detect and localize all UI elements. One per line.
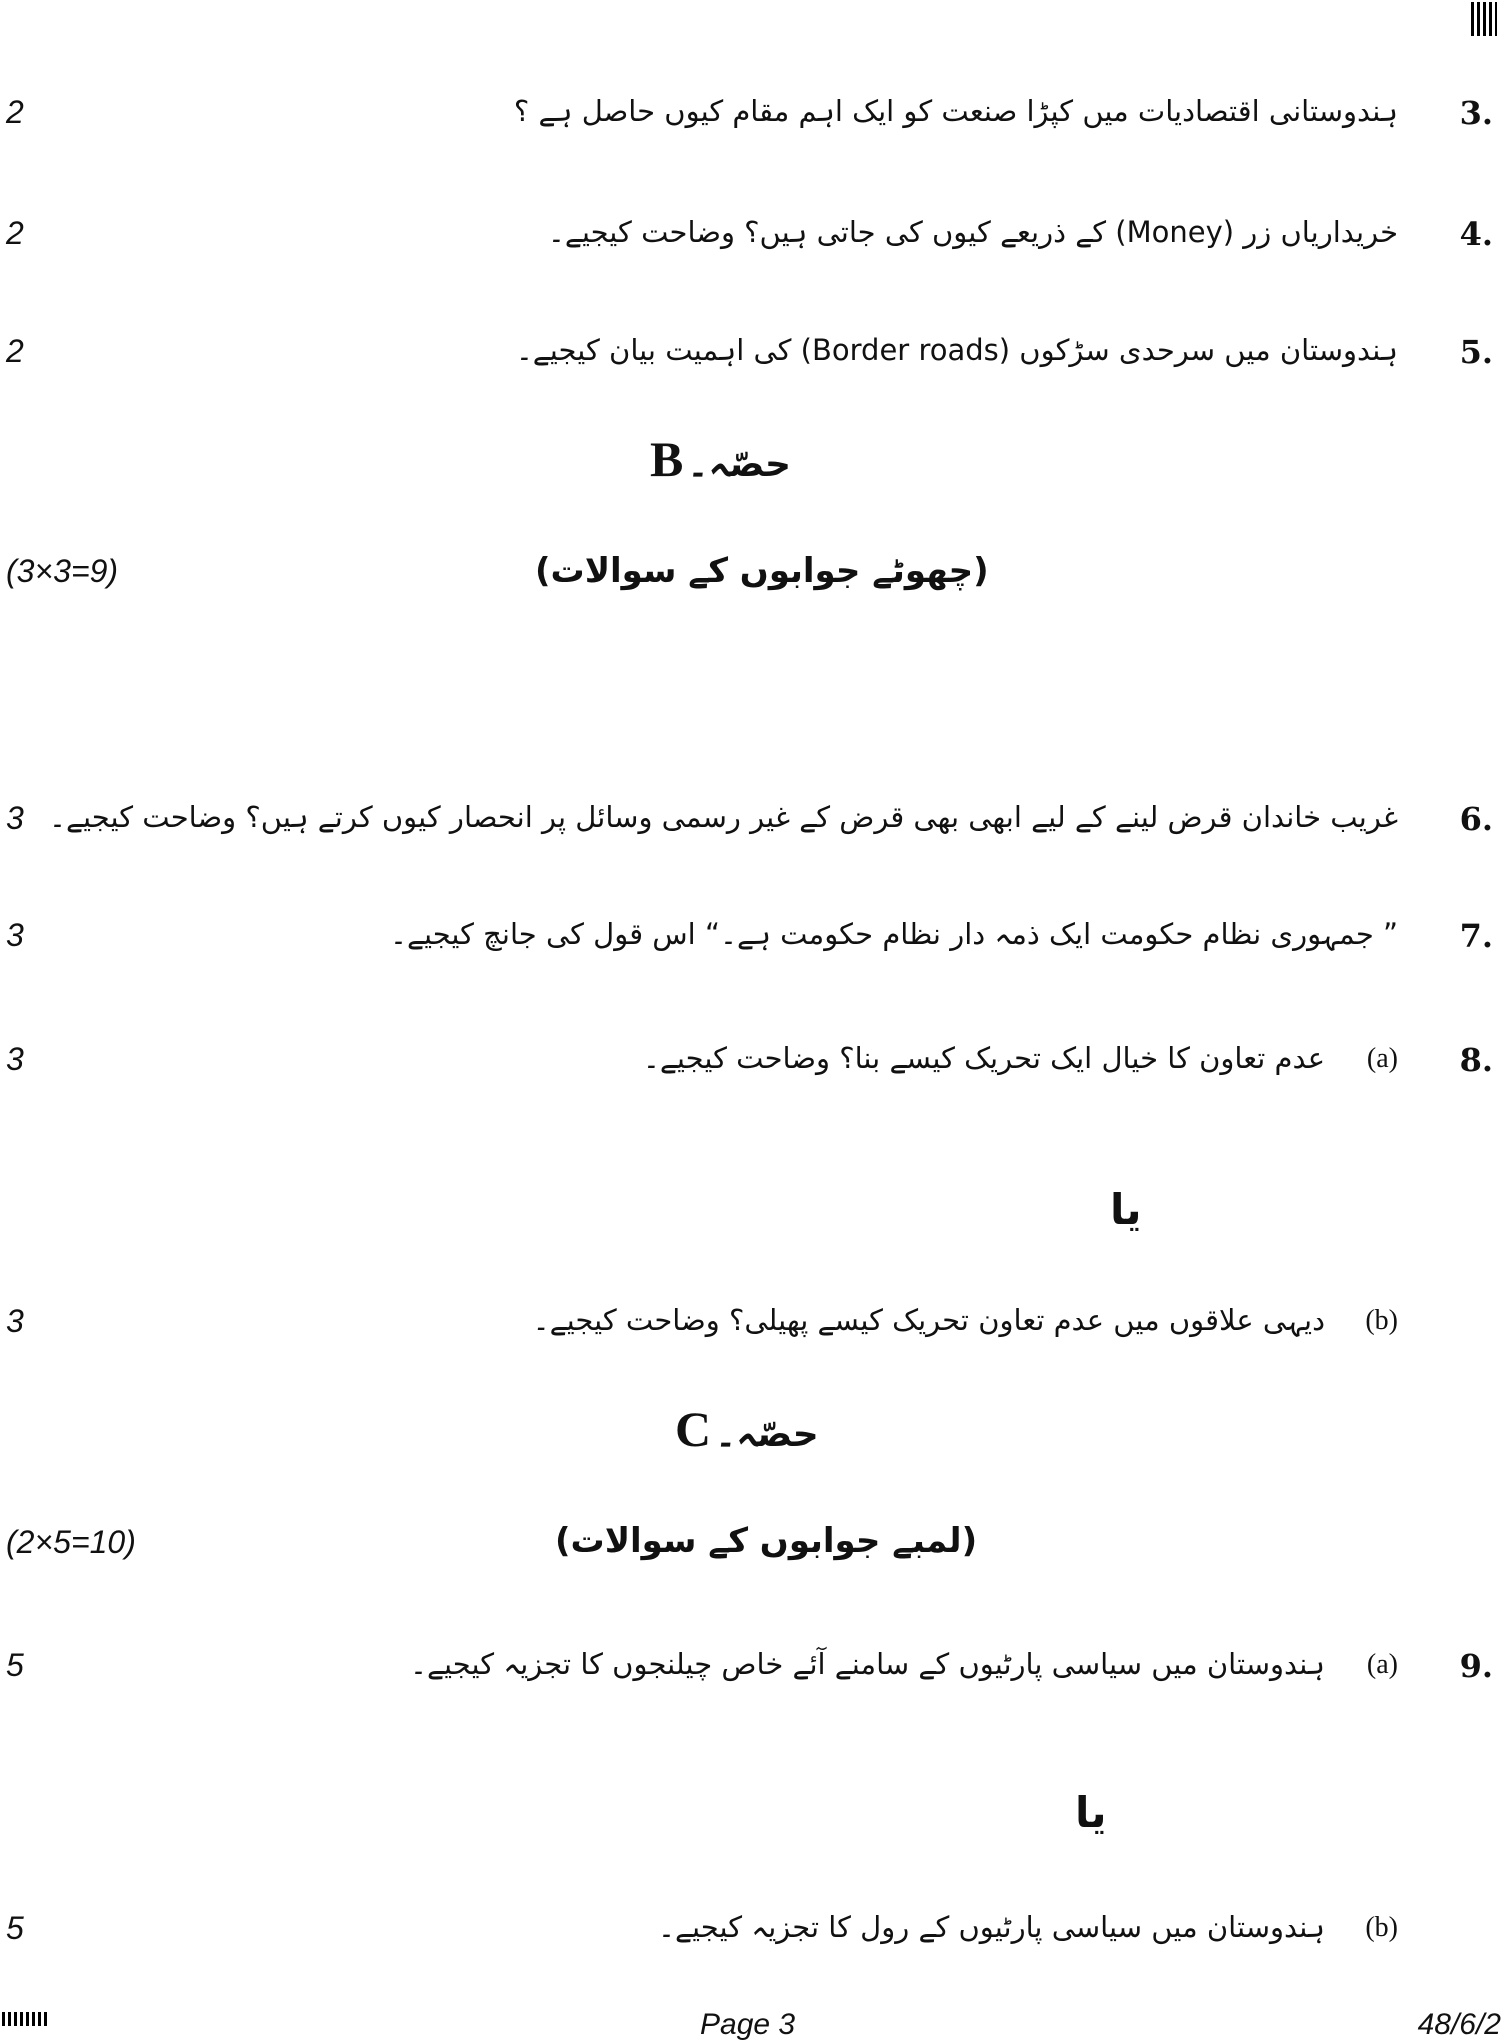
page-number: Page 3 [700,2008,796,2041]
question-text: ہندوستان میں سیاسی پارٹیوں کے سامنے آئے خاص چیلنجوں کا تجزیہ کیجیے۔ [410,1647,1325,1681]
section-title: حصّہ۔ [687,444,791,485]
question-number: 8. [1459,1041,1493,1079]
or-label: یا [1075,1788,1107,1837]
question-number: 7. [1459,917,1493,955]
section-subtitle: (چھوٹے جوابوں کے سوالات) [535,551,989,591]
question-marks: 2 [6,94,24,130]
paper-code: 48/6/2 [1417,2008,1501,2041]
section-subtitle: (لمبے جوابوں کے سوالات) [555,1521,978,1561]
sub-label: (a) [1366,1649,1398,1680]
qr-code-top [1471,2,1497,36]
question-marks: 2 [6,333,24,369]
section-marks: (3×3=9) [6,553,119,589]
question-text: عدم تعاون کا خیال ایک تحریک کیسے بنا؟ وضاحت کیجیے۔ [642,1041,1325,1075]
section-c-heading [675,1400,819,1458]
section-title: حصّہ۔ [715,1414,819,1455]
question-number: 3. [1459,94,1493,132]
question-number: 9. [1459,1647,1493,1685]
question-text: خریداریاں زر (Money) کے ذریعے کیوں کی جاتی ہیں؟ وضاحت کیجیے۔ [547,215,1398,249]
question-marks: 5 [6,1910,24,1946]
section-letter: C [675,1401,712,1457]
question-marks: 2 [6,215,24,251]
section-letter: B [650,431,684,487]
question-text: غریب خاندان قرض لینے کے لیے ابھی بھی قرض کے غیر رسمی وسائل پر انحصار کیوں کرتے ہیں؟ وضاحت کیجیے۔ [49,800,1398,834]
section-b-heading [650,430,791,488]
question-marks: 3 [6,1041,24,1077]
question-text: ہندوستان میں سیاسی پارٹیوں کے رول کا تجزیہ کیجیے۔ [657,1910,1325,1944]
question-number: 4. [1459,215,1493,253]
sub-label: (a) [1366,1043,1398,1074]
or-label: یا [1110,1185,1142,1234]
question-marks: 3 [6,1303,24,1339]
question-text: ہندوستانی اقتصادیات میں کپڑا صنعت کو ایک اہم مقام کیوں حاصل ہے ؟ [513,94,1398,128]
section-marks: (2×5=10) [6,1524,136,1560]
question-number: 5. [1459,333,1493,371]
question-number: 6. [1459,800,1493,838]
question-text: ” جمہوری نظام حکومت ایک ذمہ دار نظام حکومت ہے۔“ اس قول کی جانچ کیجیے۔ [389,917,1398,951]
question-marks: 3 [6,917,24,953]
question-marks: 3 [6,800,24,836]
question-marks: 5 [6,1647,24,1683]
qr-code-footer [2,2012,50,2026]
question-text: دیہی علاقوں میں عدم تعاون تحریک کیسے پھیلی؟ وضاحت کیجیے۔ [532,1303,1325,1337]
sub-label: (b) [1365,1912,1398,1943]
sub-label: (b) [1365,1305,1398,1336]
question-text: ہندوستان میں سرحدی سڑکوں (Border roads) کی اہمیت بیان کیجیے۔ [515,333,1398,367]
